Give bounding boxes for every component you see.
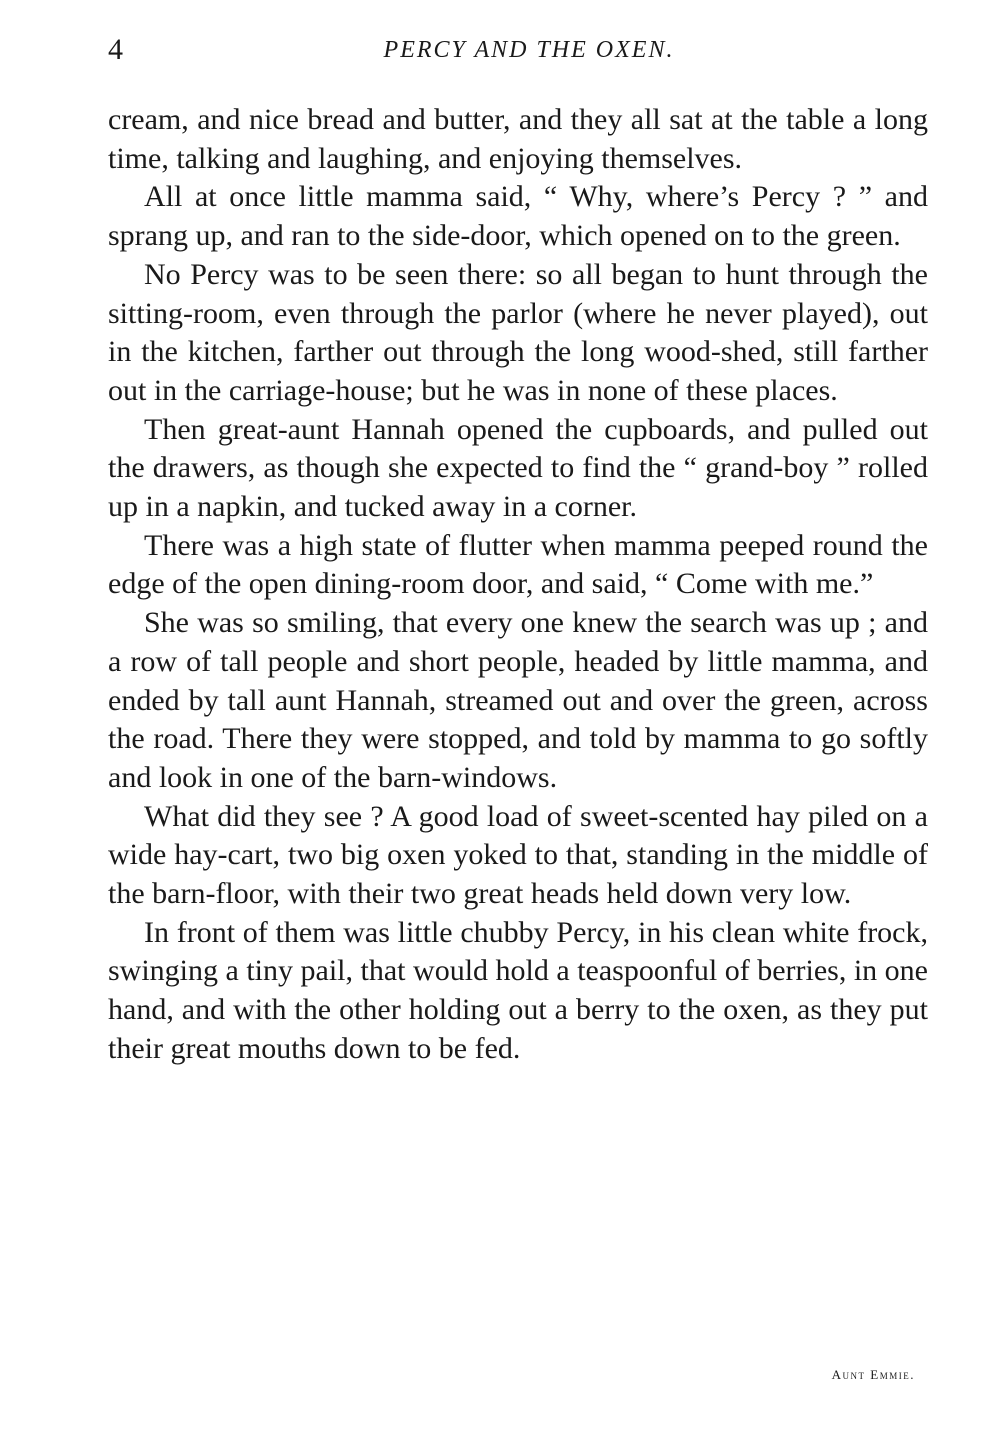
paragraph: All at once little mamma said, “ Why, where’s Percy ? ” and sprang up, and ran to the side-door, which opened on to the green. <box>108 180 928 253</box>
paragraph: What did they see ? A good load of sweet-scented hay piled on a wide hay-cart, two big oxen yoked to that, standing in the middle of the barn-floor, with their two great heads held down very low. <box>108 799 928 911</box>
paragraph: She was so smiling, that every one knew the search was up ; and a row of tall people and short people, headed by little mamma, and ended by tall aunt Hannah, streamed out and over the green, across the road. There they were stopped, and told by mamma to go softly and look in one of the barn-windows. <box>108 606 928 794</box>
paragraph: Then great-aunt Hannah opened the cupboards, and pulled out the drawers, as though she expected to find the “ grand-boy ” rolled up in a napkin, and tucked away in a corner. <box>108 412 928 524</box>
page-number: 4 <box>108 33 123 66</box>
page-header <box>108 30 930 70</box>
paragraph: In front of them was little chubby Percy, in his clean white frock, swinging a tiny pail, that would hold a teaspoonful of berries, in one hand, and with the other holding out a berry to the oxen, as they put their great mouths down to be fed. <box>108 915 928 1065</box>
paragraph: There was a high state of flutter when mamma peeped round the edge of the open dining-room door, and said, “ Come with me.” <box>108 528 928 601</box>
paragraph: No Percy was to be seen there: so all began to hunt through the sitting-room, even through the parlor (where he never played), out in the kitchen, farther out through the long wood-shed, still farther out in the carriage-house; but he was in none of these places. <box>108 257 928 407</box>
running-title: PERCY AND THE OXEN. <box>383 37 675 63</box>
body-text <box>108 101 928 1069</box>
author-byline: Aunt Emmie. <box>831 1367 915 1382</box>
paragraph: cream, and nice bread and butter, and they all sat at the table a long time, talking and laughing, and enjoying themselves. <box>108 103 928 175</box>
